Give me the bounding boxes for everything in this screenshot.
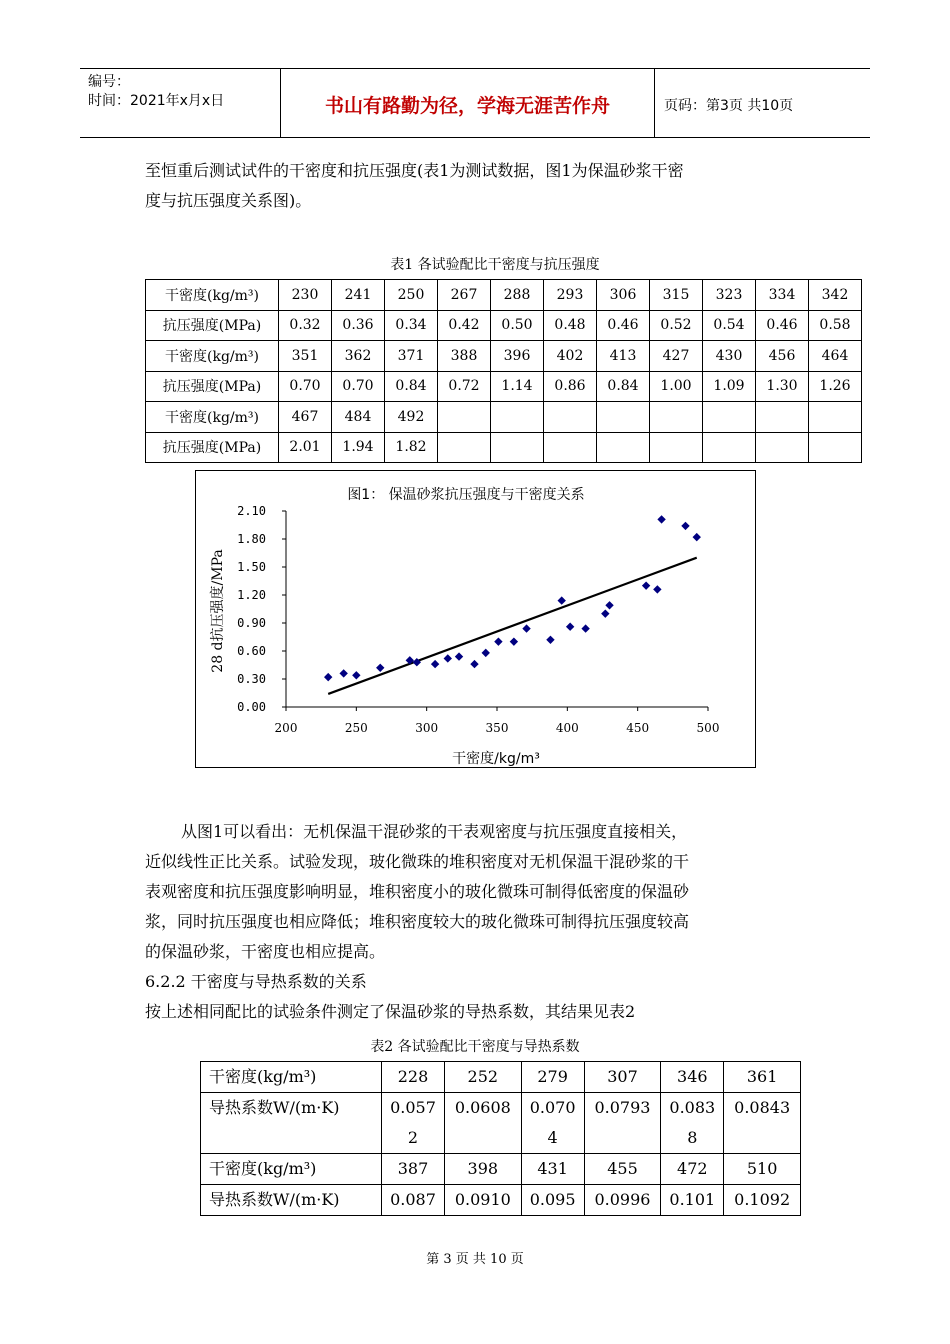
row-label: 抗压强度(MPa) [146, 371, 279, 402]
table-cell: 388 [438, 341, 491, 372]
table-cell [597, 402, 650, 433]
table-cell [491, 432, 544, 463]
row-label: 抗压强度(MPa) [146, 432, 279, 463]
table-cell [544, 432, 597, 463]
table-cell: 0.32 [279, 310, 332, 341]
chart-axes [286, 511, 708, 707]
table-cell: 0.70 [332, 371, 385, 402]
table-row [146, 280, 862, 311]
row-label: 导热系数W/(m·K) [201, 1185, 382, 1216]
table-cell: 402 [544, 341, 597, 372]
data-point [558, 596, 566, 604]
table-cell: 0.46 [597, 310, 650, 341]
x-tick-labels [275, 707, 720, 735]
data-point [566, 623, 574, 631]
table-cell [650, 402, 703, 433]
data-point [324, 673, 332, 681]
table-cell: 250 [385, 280, 438, 311]
data-point [455, 652, 463, 660]
table-cell [703, 432, 756, 463]
trendline-line [328, 558, 697, 694]
data-point [601, 609, 609, 617]
table-cell: 315 [650, 280, 703, 311]
table-cell [809, 432, 862, 463]
table-cell: 0.0793 [584, 1093, 661, 1154]
table-cell: 0.48 [544, 310, 597, 341]
x-axis-label: 干密度/kg/m³ [452, 751, 540, 767]
data-point [494, 637, 502, 645]
table-cell: 342 [809, 280, 862, 311]
data-point [431, 660, 439, 668]
table-cell: 1.14 [491, 371, 544, 402]
table-cell: 228 [382, 1062, 445, 1093]
table-cell [438, 402, 491, 433]
table-cell: 2.01 [279, 432, 332, 463]
table-cell: 371 [385, 341, 438, 372]
table-cell: 293 [544, 280, 597, 311]
x-tick-label: 300 [415, 721, 439, 735]
table-cell: 306 [597, 280, 650, 311]
data-point [352, 671, 360, 679]
y-tick-label: 0.30 [237, 672, 266, 686]
table-cell: 396 [491, 341, 544, 372]
table-cell: 0.0996 [584, 1185, 661, 1216]
table-cell [756, 402, 809, 433]
table-row [201, 1185, 801, 1216]
scatter-chart [196, 471, 755, 767]
chart-frame [195, 470, 756, 768]
table-cell: 467 [279, 402, 332, 433]
table1 [145, 279, 862, 463]
table-cell: 398 [444, 1154, 521, 1185]
table-row [146, 371, 862, 402]
analysis-paragraph [145, 817, 810, 1027]
table-cell: 241 [332, 280, 385, 311]
table-cell [544, 402, 597, 433]
y-tick-label: 1.20 [237, 588, 266, 602]
table1-caption: 表1 各试验配比干密度与抗压强度 [390, 257, 600, 273]
table-cell: 230 [279, 280, 332, 311]
table-cell: 472 [661, 1154, 724, 1185]
table-cell: 252 [444, 1062, 521, 1093]
table-cell: 362 [332, 341, 385, 372]
row-label: 干密度(kg/m³) [146, 402, 279, 433]
header-meta [88, 73, 224, 111]
page-header [80, 68, 870, 138]
data-point [339, 669, 347, 677]
row-label: 干密度(kg/m³) [201, 1154, 382, 1185]
table-cell: 1.82 [385, 432, 438, 463]
table-cell: 456 [756, 341, 809, 372]
table-cell: 0.84 [597, 371, 650, 402]
table-cell: 0.1092 [724, 1185, 801, 1216]
table-cell: 0.58 [809, 310, 862, 341]
table-cell: 464 [809, 341, 862, 372]
table-cell: 427 [650, 341, 703, 372]
x-tick-label: 200 [274, 721, 298, 735]
table-row [201, 1093, 801, 1154]
text-line: 至恒重后测试试件的干密度和抗压强度(表1为测试数据，图1为保温砂浆干密 [145, 161, 684, 180]
text-line: 浆，同时抗压强度也相应降低；堆积密度较大的玻化微珠可制得抗压强度较高 [145, 912, 690, 931]
table-cell [703, 402, 756, 433]
x-tick-label: 450 [626, 721, 650, 735]
table-cell [491, 402, 544, 433]
table-cell [438, 432, 491, 463]
page-info: 页码：第3页 共10页 [664, 98, 794, 114]
table-row [146, 402, 862, 433]
text-line: 度与抗压强度关系图)。 [145, 191, 312, 210]
table-cell: 0.86 [544, 371, 597, 402]
y-tick-label: 0.60 [237, 644, 266, 658]
table-cell: 323 [703, 280, 756, 311]
intro-paragraph [145, 156, 810, 216]
table-cell: 0.36 [332, 310, 385, 341]
y-tick-labels [237, 504, 286, 714]
data-point [444, 654, 452, 662]
table-cell: 0.0910 [444, 1185, 521, 1216]
table-cell: 0.083 8 [661, 1093, 724, 1154]
table-cell: 0.72 [438, 371, 491, 402]
text-line: 近似线性正比关系。试验发现，玻化微珠的堆积密度对无机保温干混砂浆的干 [145, 852, 690, 871]
table-cell: 288 [491, 280, 544, 311]
text-line: 的保温砂浆，干密度也相应提高。 [145, 942, 386, 961]
header-divider [654, 69, 655, 137]
code-label: 编号： [88, 74, 130, 90]
table-cell: 1.26 [809, 371, 862, 402]
y-tick-label: 1.80 [237, 532, 266, 546]
table-cell: 0.087 [382, 1185, 445, 1216]
table-cell: 0.057 2 [382, 1093, 445, 1154]
trendline [328, 558, 697, 694]
table-cell: 0.70 [279, 371, 332, 402]
table-cell: 0.101 [661, 1185, 724, 1216]
table-cell: 346 [661, 1062, 724, 1093]
x-tick-label: 400 [555, 721, 579, 735]
table-cell: 510 [724, 1154, 801, 1185]
table-cell: 455 [584, 1154, 661, 1185]
data-point [546, 636, 554, 644]
table-cell: 0.52 [650, 310, 703, 341]
table-cell: 413 [597, 341, 650, 372]
data-point [522, 624, 530, 632]
table-cell [650, 432, 703, 463]
data-points [324, 515, 701, 681]
table-cell: 430 [703, 341, 756, 372]
page-footer: 第 3 页 共 10 页 [426, 1252, 524, 1267]
row-label: 干密度(kg/m³) [146, 280, 279, 311]
table-cell [756, 432, 809, 463]
table-cell: 0.0843 [724, 1093, 801, 1154]
table2 [200, 1061, 801, 1216]
data-point [693, 533, 701, 541]
y-tick-label: 2.10 [237, 504, 266, 518]
header-motto: 书山有路勤为径，学海无涯苦作舟 [324, 95, 610, 117]
table-cell: 307 [584, 1062, 661, 1093]
x-tick-label: 500 [696, 721, 720, 735]
table-cell: 361 [724, 1062, 801, 1093]
row-label: 导热系数W/(m·K) [201, 1093, 382, 1154]
table-row [146, 432, 862, 463]
data-point [653, 585, 661, 593]
y-tick-label: 0.00 [237, 700, 266, 714]
chart-title: 图1： 保温砂浆抗压强度与干密度关系 [347, 487, 585, 503]
table-cell: 0.095 [521, 1185, 584, 1216]
table-row [146, 341, 862, 372]
table-cell: 387 [382, 1154, 445, 1185]
data-point [510, 637, 518, 645]
table-cell: 0.0608 [444, 1093, 521, 1154]
text-line: 按上述相同配比的试验条件测定了保温砂浆的导热系数，其结果见表2 [145, 1002, 636, 1021]
x-tick-label: 350 [485, 721, 509, 735]
data-point [657, 515, 665, 523]
data-point [470, 660, 478, 668]
text-line: 从图1可以看出：无机保温干混砂浆的干表观密度与抗压强度直接相关， [181, 822, 688, 841]
table-cell: 1.00 [650, 371, 703, 402]
row-label: 干密度(kg/m³) [201, 1062, 382, 1093]
table-cell: 492 [385, 402, 438, 433]
data-point [376, 664, 384, 672]
y-tick-label: 1.50 [237, 560, 266, 574]
table-cell: 1.94 [332, 432, 385, 463]
section-heading: 6.2.2 干密度与导热系数的关系 [145, 972, 367, 991]
table-cell: 1.30 [756, 371, 809, 402]
table-row [201, 1154, 801, 1185]
table-row [201, 1062, 801, 1093]
data-point [681, 522, 689, 530]
table-cell [809, 402, 862, 433]
table-cell: 484 [332, 402, 385, 433]
table-cell: 0.34 [385, 310, 438, 341]
y-axis-label: 28 d抗压强度/MPa [210, 549, 226, 673]
data-point [581, 624, 589, 632]
table-cell: 279 [521, 1062, 584, 1093]
data-point [482, 649, 490, 657]
table-cell: 0.42 [438, 310, 491, 341]
data-point [605, 601, 613, 609]
table-cell: 267 [438, 280, 491, 311]
table-cell: 0.070 4 [521, 1093, 584, 1154]
table-cell: 0.54 [703, 310, 756, 341]
table2-caption: 表2 各试验配比干密度与导热系数 [370, 1039, 580, 1055]
y-tick-label: 0.90 [237, 616, 266, 630]
row-label: 抗压强度(MPa) [146, 310, 279, 341]
table-row [146, 310, 862, 341]
time-label: 时间：2021年x月x日 [88, 93, 225, 109]
row-label: 干密度(kg/m³) [146, 341, 279, 372]
data-point [642, 581, 650, 589]
table-cell: 431 [521, 1154, 584, 1185]
table-cell: 334 [756, 280, 809, 311]
table-cell: 0.50 [491, 310, 544, 341]
table-cell: 351 [279, 341, 332, 372]
table-cell: 1.09 [703, 371, 756, 402]
text-line: 表观密度和抗压强度影响明显，堆积密度小的玻化微珠可制得低密度的保温砂 [145, 882, 690, 901]
table-cell: 0.46 [756, 310, 809, 341]
x-tick-label: 250 [344, 721, 368, 735]
table-cell: 0.84 [385, 371, 438, 402]
table-cell [597, 432, 650, 463]
